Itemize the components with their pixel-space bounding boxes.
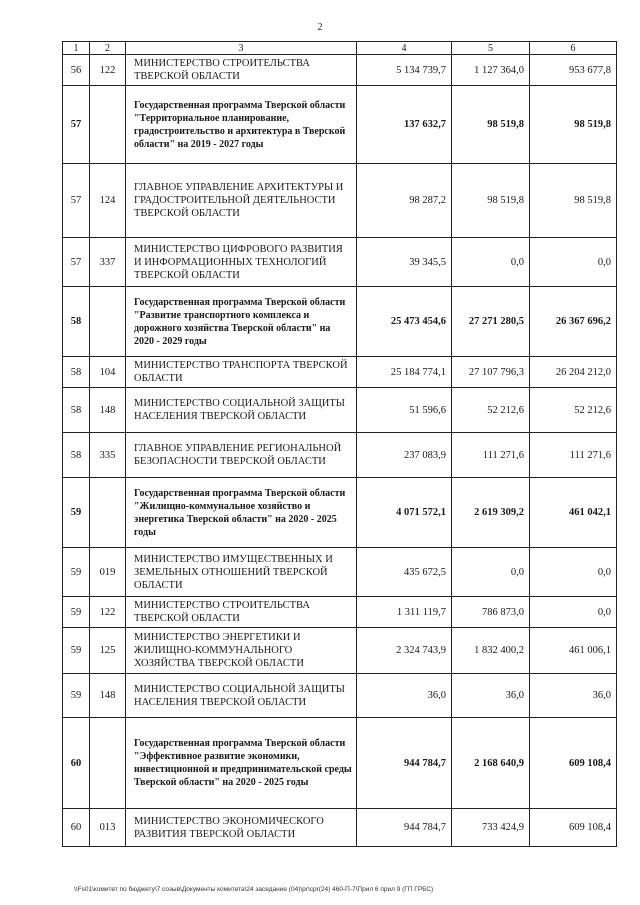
table-row — [63, 718, 617, 809]
row-name: МИНИСТЕРСТВО ЭНЕРГЕТИКИ И ЖИЛИЩНО-КОММУНАЛЬНОГО ХОЗЯЙСТВА ТВЕРСКОЙ ОБЛАСТИ — [126, 628, 357, 674]
program-number: 60 — [63, 718, 90, 809]
table-row — [63, 597, 617, 628]
program-number: 60 — [63, 809, 90, 847]
amount-col6: 26 204 212,0 — [530, 357, 617, 388]
amount-col5: 111 271,6 — [452, 433, 530, 478]
amount-col4: 2 324 743,9 — [357, 628, 452, 674]
department-code: 148 — [90, 388, 126, 433]
amount-col6: 609 108,4 — [530, 718, 617, 809]
department-code: 335 — [90, 433, 126, 478]
table-row — [63, 674, 617, 718]
amount-col5: 98 519,8 — [452, 164, 530, 238]
amount-col6: 953 677,8 — [530, 55, 617, 86]
table-row — [63, 548, 617, 597]
col-header-1: 1 — [63, 42, 90, 55]
amount-col6: 36,0 — [530, 674, 617, 718]
program-number: 59 — [63, 628, 90, 674]
amount-col5: 0,0 — [452, 238, 530, 287]
col-header-4: 4 — [357, 42, 452, 55]
program-number: 59 — [63, 597, 90, 628]
row-name: ГЛАВНОЕ УПРАВЛЕНИЕ РЕГИОНАЛЬНОЙ БЕЗОПАСНОСТИ ТВЕРСКОЙ ОБЛАСТИ — [126, 433, 357, 478]
table-row — [63, 357, 617, 388]
row-name: МИНИСТЕРСТВО СТРОИТЕЛЬСТВА ТВЕРСКОЙ ОБЛАСТИ — [126, 597, 357, 628]
row-name: МИНИСТЕРСТВО СОЦИАЛЬНОЙ ЗАЩИТЫ НАСЕЛЕНИЯ ТВЕРСКОЙ ОБЛАСТИ — [126, 388, 357, 433]
amount-col6: 98 519,8 — [530, 164, 617, 238]
amount-col4: 25 473 454,6 — [357, 287, 452, 357]
department-code — [90, 86, 126, 164]
amount-col6: 111 271,6 — [530, 433, 617, 478]
row-name: Государственная программа Тверской области "Эффективное развитие экономики, инвестиционной и предпринимательской среды Тверской области" на 2020 - 2025 годы — [126, 718, 357, 809]
table-row — [63, 55, 617, 86]
program-number: 59 — [63, 478, 90, 548]
table-row — [63, 287, 617, 357]
program-number: 58 — [63, 433, 90, 478]
amount-col6: 0,0 — [530, 548, 617, 597]
amount-col4: 435 672,5 — [357, 548, 452, 597]
table-row — [63, 628, 617, 674]
table-row — [63, 433, 617, 478]
amount-col5: 2 168 640,9 — [452, 718, 530, 809]
amount-col4: 39 345,5 — [357, 238, 452, 287]
program-number: 58 — [63, 287, 90, 357]
amount-col4: 137 632,7 — [357, 86, 452, 164]
table-row — [63, 164, 617, 238]
amount-col6: 26 367 696,2 — [530, 287, 617, 357]
col-header-6: 6 — [530, 42, 617, 55]
row-name: МИНИСТЕРСТВО СОЦИАЛЬНОЙ ЗАЩИТЫ НАСЕЛЕНИЯ ТВЕРСКОЙ ОБЛАСТИ — [126, 674, 357, 718]
row-name: МИНИСТЕРСТВО СТРОИТЕЛЬСТВА ТВЕРСКОЙ ОБЛАСТИ — [126, 55, 357, 86]
amount-col6: 52 212,6 — [530, 388, 617, 433]
department-code: 125 — [90, 628, 126, 674]
amount-col5: 786 873,0 — [452, 597, 530, 628]
amount-col4: 1 311 119,7 — [357, 597, 452, 628]
amount-col5: 1 127 364,0 — [452, 55, 530, 86]
program-number: 57 — [63, 164, 90, 238]
program-number: 58 — [63, 357, 90, 388]
amount-col4: 98 287,2 — [357, 164, 452, 238]
amount-col4: 944 784,7 — [357, 809, 452, 847]
amount-col6: 0,0 — [530, 597, 617, 628]
amount-col6: 461 006,1 — [530, 628, 617, 674]
program-number: 57 — [63, 238, 90, 287]
amount-col4: 5 134 739,7 — [357, 55, 452, 86]
department-code: 104 — [90, 357, 126, 388]
department-code: 122 — [90, 55, 126, 86]
amount-col4: 25 184 774,1 — [357, 357, 452, 388]
col-header-3: 3 — [126, 42, 357, 55]
amount-col5: 52 212,6 — [452, 388, 530, 433]
department-code — [90, 287, 126, 357]
amount-col5: 27 271 280,5 — [452, 287, 530, 357]
program-number: 59 — [63, 548, 90, 597]
amount-col6: 98 519,8 — [530, 86, 617, 164]
row-name: Государственная программа Тверской области "Территориальное планирование, градостроительство и архитектура в Тверской области" на 2019 - 2027 годы — [126, 86, 357, 164]
amount-col4: 4 071 572,1 — [357, 478, 452, 548]
row-name: Государственная программа Тверской области "Развитие транспортного комплекса и дорожного хозяйства Тверской области" на 2020 - 2029 годы — [126, 287, 357, 357]
amount-col4: 944 784,7 — [357, 718, 452, 809]
col-header-2: 2 — [90, 42, 126, 55]
amount-col4: 36,0 — [357, 674, 452, 718]
department-code — [90, 478, 126, 548]
amount-col5: 733 424,9 — [452, 809, 530, 847]
amount-col5: 27 107 796,3 — [452, 357, 530, 388]
department-code — [90, 718, 126, 809]
row-name: ГЛАВНОЕ УПРАВЛЕНИЕ АРХИТЕКТУРЫ И ГРАДОСТРОИТЕЛЬНОЙ ДЕЯТЕЛЬНОСТИ ТВЕРСКОЙ ОБЛАСТИ — [126, 164, 357, 238]
col-header-5: 5 — [452, 42, 530, 55]
table-row — [63, 809, 617, 847]
page-number: 2 — [317, 22, 323, 33]
row-name: Государственная программа Тверской области "Жилищно-коммунальное хозяйство и энергетика Тверской области" на 2020 - 2025 годы — [126, 478, 357, 548]
amount-col4: 237 083,9 — [357, 433, 452, 478]
amount-col6: 609 108,4 — [530, 809, 617, 847]
amount-col5: 98 519,8 — [452, 86, 530, 164]
amount-col5: 1 832 400,2 — [452, 628, 530, 674]
amount-col5: 2 619 309,2 — [452, 478, 530, 548]
department-code: 337 — [90, 238, 126, 287]
department-code: 122 — [90, 597, 126, 628]
table-row — [63, 86, 617, 164]
department-code: 124 — [90, 164, 126, 238]
row-name: МИНИСТЕРСТВО ТРАНСПОРТА ТВЕРСКОЙ ОБЛАСТИ — [126, 357, 357, 388]
row-name: МИНИСТЕРСТВО ЭКОНОМИЧЕСКОГО РАЗВИТИЯ ТВЕРСКОЙ ОБЛАСТИ — [126, 809, 357, 847]
department-code: 013 — [90, 809, 126, 847]
department-code: 148 — [90, 674, 126, 718]
table-row — [63, 478, 617, 548]
program-number: 56 — [63, 55, 90, 86]
amount-col6: 0,0 — [530, 238, 617, 287]
budget-table — [62, 41, 617, 847]
program-number: 59 — [63, 674, 90, 718]
file-path-footer: \\Fs01\комитет по бюджету\7 созыв\Документы комитета\24 заседание (04)\pr\cpr(24) 460-П-7\Прил 6 прил 9 (ГП ГРБС) — [74, 886, 434, 893]
amount-col5: 36,0 — [452, 674, 530, 718]
program-number: 57 — [63, 86, 90, 164]
header-row — [63, 42, 617, 55]
amount-col5: 0,0 — [452, 548, 530, 597]
amount-col6: 461 042,1 — [530, 478, 617, 548]
row-name: МИНИСТЕРСТВО ЦИФРОВОГО РАЗВИТИЯ И ИНФОРМАЦИОННЫХ ТЕХНОЛОГИЙ ТВЕРСКОЙ ОБЛАСТИ — [126, 238, 357, 287]
row-name: МИНИСТЕРСТВО ИМУЩЕСТВЕННЫХ И ЗЕМЕЛЬНЫХ ОТНОШЕНИЙ ТВЕРСКОЙ ОБЛАСТИ — [126, 548, 357, 597]
department-code: 019 — [90, 548, 126, 597]
table-row — [63, 238, 617, 287]
table-row — [63, 388, 617, 433]
amount-col4: 51 596,6 — [357, 388, 452, 433]
program-number: 58 — [63, 388, 90, 433]
